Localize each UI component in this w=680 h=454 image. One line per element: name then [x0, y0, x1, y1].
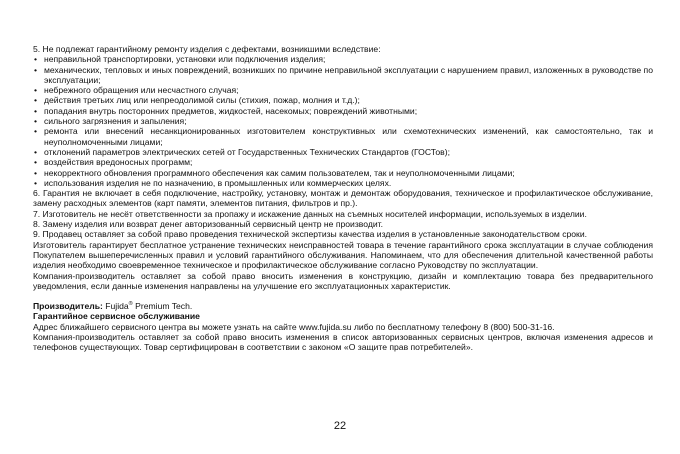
manufacturer-brand: Fujida [105, 301, 129, 312]
exclusion-item: • ремонта или внесений несанкционированных изготовителем конструктивных или схемотехнических изменений, как самостоятельно, так и неуполномоченными лицами; [33, 126, 653, 147]
paragraph-9: 9. Продавец оставляет за собой право проведения технической экспертизы качества изделия в установленные законодательством сроки. [33, 229, 588, 240]
section-5-title: 5. Не подлежат гарантийному ремонту изделия с дефектами, возникшими вследствие: [33, 44, 381, 54]
exclusion-item: • сильного загрязнения и запыления; [33, 116, 653, 126]
exclusion-item: • действия третьих лиц или непреодолимой силы (стихия, пожар, молния и т.д.); [33, 95, 653, 105]
paragraph-6: 6. Гарантия не включает в себя подключение, настройку, установку, монтаж и демонтаж оборудования, техническое и профилактическое обслуживание, замену расходных элементов (карт памяти, элементов питания, фильтров и пр.). [33, 188, 653, 209]
service-heading: Гарантийное сервисное обслуживание [33, 311, 200, 322]
exclusion-item: • механических, тепловых и иных повреждений, возникших по причине неправильной эксплуатации с нарушением правил, изложенных в руководстве по эксплуатации; [33, 65, 653, 86]
exclusion-item: • некорректного обновления программного обеспечения как самим пользователем, так и неуполномоченными лицами; [33, 168, 653, 178]
warranty-text [33, 44, 653, 353]
guarantee-paragraph: Изготовитель гарантирует бесплатное устранение технических неисправностей товара в течение гарантийного срока эксплуатации в случае соблюдения Покупателем вышеперечисленных правил и условий гарантийного обслуживания. Напоминаем, что для обеспечения длительной качественной работы изделия необходимо своевременное техническое и профилактическое обслуживание согласно Руководству по эксплуатации. [33, 239, 653, 271]
service-rights: Компания-производитель оставляет за собой право вносить изменения в список авторизованных сервисных центров, включая изменения адресов и телефонов существующих. Товар сертифицирован в соответствии с законом «О защите прав потребителей». [33, 332, 653, 353]
manufacturer-label: Производитель: [33, 301, 103, 312]
paragraph-7: 7. Изготовитель не несёт ответственности за пропажу и искажение данных на съемных носителей информации, используемых в изделии. [33, 208, 587, 219]
paragraph-8: 8. Замену изделия или возврат денег авторизованный сервисный центр не производит. [33, 219, 384, 230]
exclusion-item: • попадания внутрь посторонних предметов, жидкостей, насекомых; повреждений животными; [33, 106, 653, 116]
page-number: 22 [333, 420, 347, 432]
manufacturer-suffix: Premium Tech. [132, 301, 193, 312]
exclusion-item: • неправильной транспортировки, установки или подключения изделия; [33, 54, 653, 64]
exclusion-item: • небрежного обращения или несчастного случая; [33, 85, 653, 95]
service-address: Адрес ближайшего сервисного центра вы можете узнать на сайте www.fujida.su либо по бесплатному телефону 8 (800) 500-31-16. [33, 321, 555, 332]
exclusion-item: • использования изделия не по назначению, в промышленных или коммерческих целях. [33, 178, 653, 188]
registered-mark: ® [128, 301, 133, 308]
changes-paragraph: Компания-производитель оставляет за собой право вносить изменения в конструкцию, дизайн и комплектацию товара без предварительного уведомления, если данные изменения направлены на улучшение его эксплуатационных характеристик. [33, 270, 653, 291]
exclusion-item: • воздействия вредоносных программ; [33, 157, 653, 167]
exclusion-item: • отклонений параметров электрических сетей от Государственных Технических Стандартов (ГОСТов); [33, 147, 653, 157]
exclusions-list [33, 54, 653, 188]
manufacturer-line [33, 301, 653, 311]
